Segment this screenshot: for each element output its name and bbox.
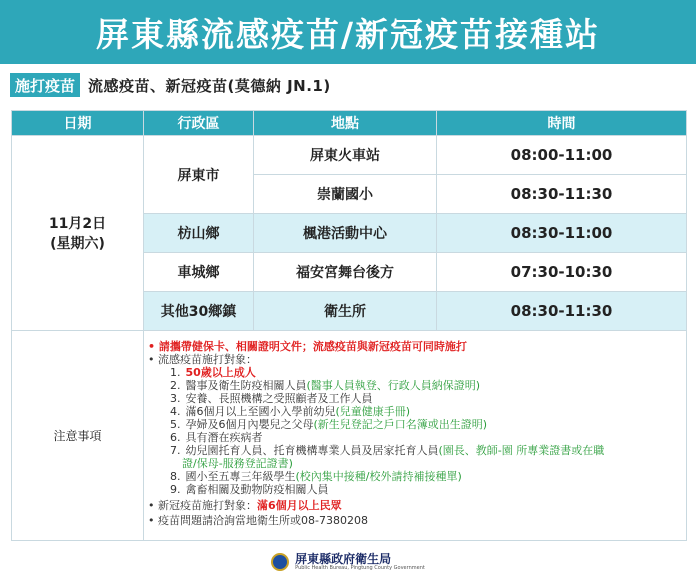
- vaccine-line: [10, 72, 331, 98]
- note-item: 1. 50歲以上成人: [170, 366, 256, 379]
- note-item: 4. 滿6個月以上至國小入學前幼兒(兒童健康手冊): [170, 405, 411, 418]
- note-item: 8. 國小至五專三年級學生(校內集中接種/校外請持補接種單): [170, 470, 462, 483]
- header-district: 行政區: [144, 111, 254, 136]
- district-cell: 枋山鄉: [144, 214, 254, 253]
- place-cell: 福安宮舞台後方: [254, 253, 437, 292]
- time-cell: 08:30-11:30: [437, 292, 687, 331]
- schedule-table: [11, 110, 687, 541]
- header-place: 地點: [254, 111, 437, 136]
- bureau-logo-icon: [271, 553, 289, 571]
- note-item: 3. 安養、長照機構之受照顧者及工作人員: [170, 392, 373, 405]
- district-cell: 其他30鄉鎮: [144, 292, 254, 331]
- note-item: 5. 孕婦及6個月內嬰兒之父母(新生兒登記之戶口名簿或出生證明): [170, 418, 488, 431]
- place-cell: 屏東火車站: [254, 136, 437, 175]
- note-covid: • 新冠疫苗施打對象：滿6個月以上民眾: [148, 499, 342, 512]
- district-cell: 屏東市: [144, 136, 254, 214]
- date-line2: (星期六): [50, 236, 105, 252]
- footer-en: Public Health Bureau, Pingtung County Government: [295, 564, 425, 571]
- note-item: 7. 幼兒園托育人員、托育機構專業人員及居家托育人員(園長、教師-園 所專業證書或在職: [170, 444, 605, 457]
- vaccine-tag: 施打疫苗: [10, 73, 80, 97]
- vaccine-text: 流感疫苗、新冠疫苗(莫德納 JN.1): [88, 76, 331, 95]
- title-banner: [0, 0, 696, 64]
- note-item: 2. 醫事及衛生防疫相關人員(醫事人員執登、行政人員納保證明): [170, 379, 481, 392]
- date-line1: 11月2日: [48, 216, 107, 232]
- footer: [0, 551, 696, 573]
- place-cell: 崇蘭國小: [254, 175, 437, 214]
- header-time: 時間: [437, 111, 687, 136]
- table-row: [12, 136, 687, 175]
- time-cell: 08:30-11:30: [437, 175, 687, 214]
- time-cell: 07:30-10:30: [437, 253, 687, 292]
- note-item: 6. 具有潛在疾病者: [170, 431, 263, 444]
- note-item: 9. 禽畜相關及動物防疫相關人員: [170, 483, 329, 496]
- time-cell: 08:30-11:00: [437, 214, 687, 253]
- district-cell: 車城鄉: [144, 253, 254, 292]
- footer-org: 屏東縣政府衛生局 Public Health Bureau, Pingtung County Government: [295, 551, 425, 571]
- time-cell: 08:00-11:00: [437, 136, 687, 175]
- page-title: 屏東縣流感疫苗/新冠疫苗接種站: [95, 14, 601, 54]
- notes-cell: [144, 331, 687, 541]
- note-item-cont: 證/保母-服務登記證書): [182, 457, 293, 470]
- note-flu-title: • 流感疫苗施打對象：: [148, 353, 257, 366]
- place-cell: 衛生所: [254, 292, 437, 331]
- table-header-row: [12, 111, 687, 136]
- place-cell: 楓港活動中心: [254, 214, 437, 253]
- notes-row: [12, 331, 687, 541]
- note-contact: • 疫苗問題請洽詢當地衛生所或08-7380208: [148, 514, 368, 527]
- note-bring: • 請攜帶健保卡、相關證明文件；流感疫苗與新冠疫苗可同時施打: [148, 340, 467, 353]
- date-cell: [12, 136, 144, 331]
- header-date: 日期: [12, 111, 144, 136]
- notes-label: 注意事項: [12, 331, 144, 541]
